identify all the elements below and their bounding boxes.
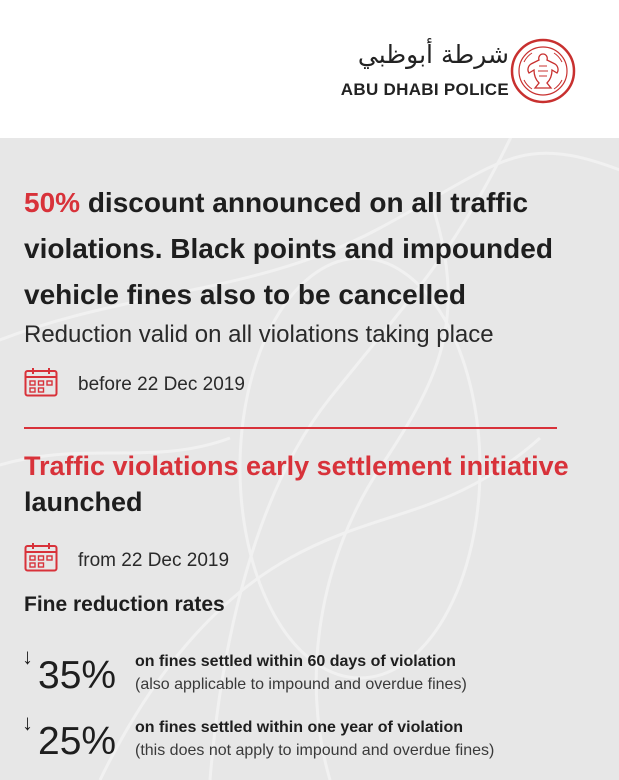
- rates-title: Fine reduction rates: [24, 593, 225, 616]
- header: [0, 0, 619, 138]
- rate-description: on fines settled within 60 days of violation: [135, 653, 456, 670]
- headline-highlight: 50%: [24, 187, 81, 218]
- rate-note: (this does not apply to impound and overdue fines): [135, 742, 495, 759]
- rate-note: (also applicable to impound and overdue fines): [135, 676, 467, 693]
- initiative-date: from 22 Dec 2019: [78, 550, 230, 571]
- calendar-icon: [24, 367, 58, 397]
- main-content: [0, 138, 619, 780]
- falcon-seal-icon: [510, 38, 576, 104]
- calendar-icon: [24, 542, 58, 572]
- headline-text: discount announced on all traffic violations. Black points and impounded vehicle fines also to be cancelled: [24, 187, 553, 310]
- validity-date: before 22 Dec 2019: [78, 374, 245, 395]
- headline: [24, 180, 614, 318]
- rate-description: on fines settled within one year of violation: [135, 719, 464, 736]
- logo-arabic-text: شرطة أبوظبي: [357, 40, 509, 69]
- initiative-heading: [24, 448, 584, 520]
- down-arrow-icon: ↓: [22, 710, 33, 735]
- divider: [24, 427, 557, 429]
- rate-percent: 35%: [38, 654, 117, 697]
- down-arrow-icon: ↓: [22, 644, 33, 669]
- initiative-highlight: Traffic violations early settlement initiative: [24, 451, 569, 481]
- rate-percent: 25%: [38, 720, 117, 763]
- initiative-text: launched: [24, 487, 143, 517]
- logo-english-text: ABU DHABI POLICE: [340, 80, 509, 99]
- subtitle: Reduction valid on all violations taking place: [24, 321, 494, 348]
